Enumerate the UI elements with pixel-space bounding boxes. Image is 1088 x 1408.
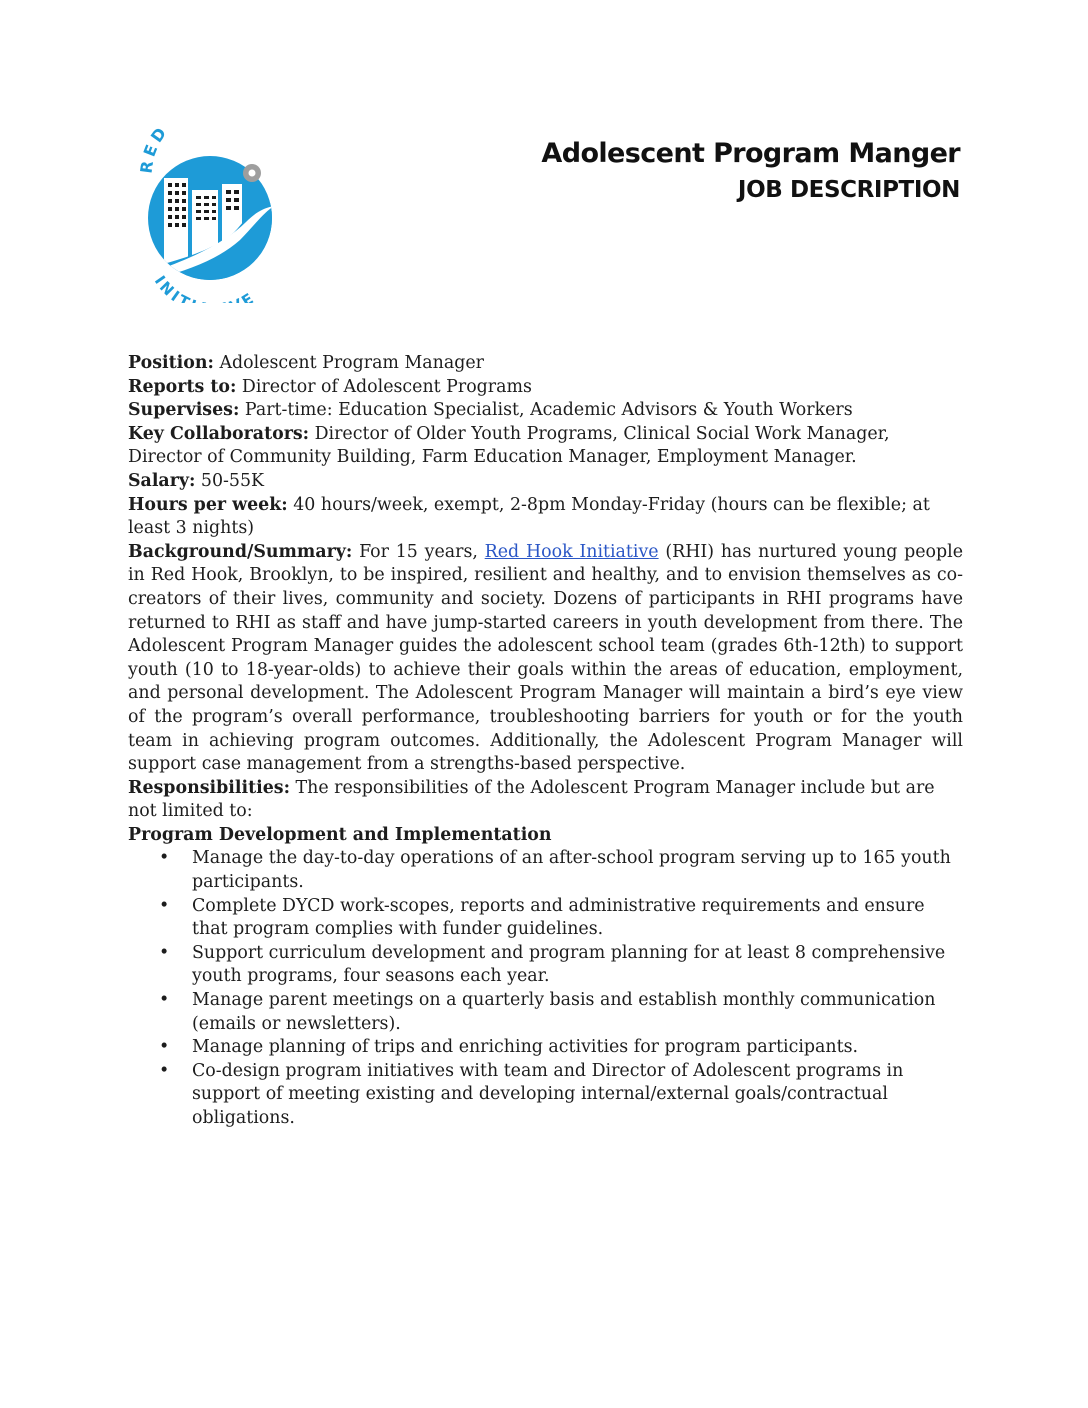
section-heading: Program Development and Implementation bbox=[128, 824, 552, 845]
red-hook-initiative-logo bbox=[128, 128, 298, 303]
meta-salary bbox=[128, 470, 963, 494]
list-item: • Support curriculum development and program planning for at least 8 comprehensive youth programs, four seasons each year. bbox=[192, 942, 963, 989]
meta-value: Director of Adolescent Programs bbox=[236, 376, 532, 397]
meta-key-collaborators bbox=[128, 423, 963, 470]
meta-value: Part-time: Education Specialist, Academic Advisors & Youth Workers bbox=[239, 400, 853, 421]
logo-text-bottom: INIT E bbox=[150, 272, 260, 303]
list-item: • Co-design program initiatives with team and Director of Adolescent programs in support of meeting existing and developing internal/external goals/contractual obligations. bbox=[192, 1060, 963, 1131]
page-subtitle: JOB DESCRIPTION bbox=[737, 177, 960, 203]
title-block bbox=[541, 136, 960, 208]
meta-value: Director of Older Youth Programs, Clinical Social Work Manager, Director of Community Building, Farm Education Manager, Employment Manager. bbox=[128, 423, 890, 468]
meta-reports-to bbox=[128, 376, 963, 400]
meta-label: Key Collaborators: bbox=[128, 423, 310, 444]
meta-label: Reports to: bbox=[128, 376, 237, 397]
meta-position bbox=[128, 352, 963, 376]
list-item: • Manage parent meetings on a quarterly basis and establish monthly communication (emails or newsletters). bbox=[192, 989, 963, 1036]
meta-label: Hours per week: bbox=[128, 494, 288, 515]
responsibilities-text: The responsibilities of the Adolescent Program Manager include but are not limited to: bbox=[128, 777, 935, 822]
responsibilities-intro bbox=[128, 777, 963, 824]
meta-supervises bbox=[128, 399, 963, 423]
meta-label: Position: bbox=[128, 353, 214, 373]
summary-text: (RHI) has nurtured young people in Red Hook, Brooklyn, to be inspired, resilient and healthy, and to envision themselves as co-creators of their lives, community and society. Dozens of participants in RHI programs have returned to RHI as staff and have jump-started careers in youth development from there. The Adolescent Program Manager guides the adolescent school team (grades 6th-12th) to support youth (10 to 18-year-olds) to achieve their goals within the areas of education, employment, and personal development. The Adolescent Program Manager will maintain a bird’s eye view of the program’s overall performance, troubleshooting barriers for youth or for the youth team in achieving program outcomes. Additionally, the Adolescent Program Manager will support case management from a strengths-based perspective. bbox=[128, 541, 964, 775]
list-item: • Complete DYCD work-scopes, reports and administrative requirements and ensure that program complies with funder guidelines. bbox=[192, 895, 963, 942]
summary-text: For 15 years, bbox=[352, 541, 485, 562]
list-item: • Manage the day-to-day operations of an after-school program serving up to 165 youth participants. bbox=[192, 847, 963, 894]
background-summary bbox=[128, 541, 963, 777]
responsibilities-list bbox=[128, 847, 963, 1130]
responsibilities-label: Responsibilities: bbox=[128, 777, 291, 798]
meta-value: 50-55K bbox=[195, 470, 265, 491]
job-meta bbox=[128, 352, 963, 541]
logo-graphic bbox=[128, 128, 298, 303]
list-item: • Manage planning of trips and enriching activities for program participants. bbox=[192, 1036, 963, 1060]
gear-icon bbox=[243, 164, 261, 182]
page-title: Adolescent Program Manger bbox=[541, 138, 960, 169]
meta-value: 40 hours/week, exempt, 2-8pm Monday-Friday (hours can be flexible; at least 3 nights) bbox=[128, 494, 930, 539]
red-hook-initiative-link[interactable]: Red Hook Initiative bbox=[484, 541, 659, 562]
meta-label: Salary: bbox=[128, 470, 196, 491]
meta-label: Supervises: bbox=[128, 400, 240, 421]
meta-value: Adolescent Program Manager bbox=[213, 353, 484, 373]
logo-text-top: RED bbox=[136, 128, 173, 175]
summary-label: Background/Summary: bbox=[128, 541, 353, 562]
document-body bbox=[128, 352, 963, 1131]
meta-hours bbox=[128, 494, 963, 541]
